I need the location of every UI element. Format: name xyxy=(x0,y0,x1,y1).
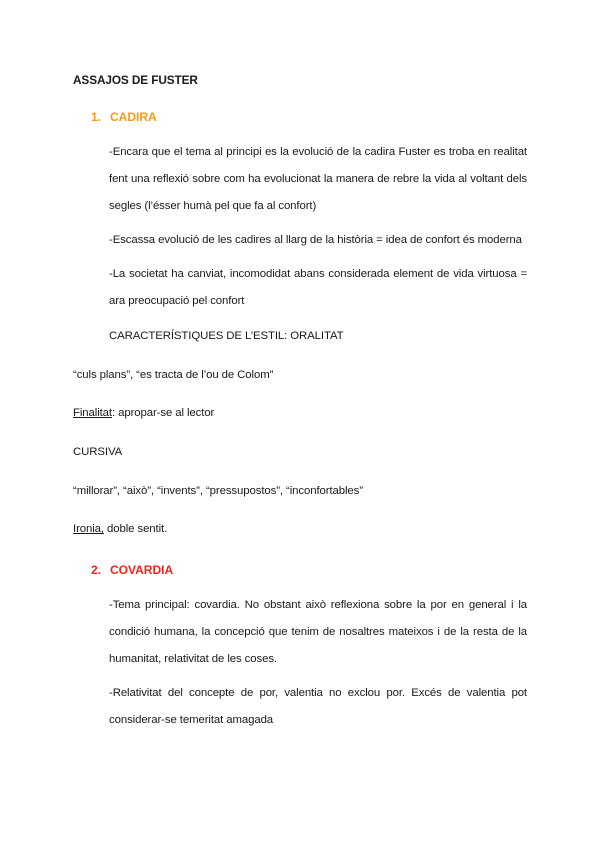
quotes-line-2: “millorar”, “això”, “invents”, “pressupostos”, “inconfortables” xyxy=(73,485,363,497)
finalitat-line xyxy=(73,407,214,419)
ironia-text: doble sentit. xyxy=(103,523,168,535)
ironia-line xyxy=(73,523,167,535)
paragraph-line: humanitat, relativitat de les coses. xyxy=(109,653,277,665)
quotes-line: “culs plans”, “es tracta de l’ou de Colom” xyxy=(73,369,274,381)
style-heading: CARACTERÍSTIQUES DE L’ESTIL: ORALITAT xyxy=(109,330,344,342)
paragraph-line: -Tema principal: covardia. No obstant això reflexiona sobre la por en general i la xyxy=(109,599,527,611)
document-title: ASSAJOS DE FUSTER xyxy=(73,73,198,87)
section-title: COVARDIA xyxy=(110,563,174,577)
ironia-label: Ironia, xyxy=(73,523,104,535)
paragraph-line: segles (l’ésser humà pel que fa al confort) xyxy=(109,200,317,212)
section-title: CADIRA xyxy=(110,110,157,124)
paragraph-line: considerar-se temeritat amagada xyxy=(109,714,274,726)
paragraph-line: -Relativitat del concepte de por, valentia no exclou por. Excés de valentia pot xyxy=(109,687,527,699)
section-heading-cadira xyxy=(91,110,157,124)
paragraph-line: -Escassa evolució de les cadires al llarg de la història = idea de confort és moderna xyxy=(109,234,522,246)
paragraph-line: -Encara que el tema al principi es la evolució de la cadira Fuster es troba en realitat xyxy=(109,146,527,158)
finalitat-label: Finalitat xyxy=(73,407,112,419)
paragraph-line: ara preocupació pel confort xyxy=(109,295,245,307)
cursiva-label: CURSIVA xyxy=(73,446,123,458)
paragraph-line: -La societat ha canviat, incomodidat abans considerada element de vida virtuosa = xyxy=(109,268,527,280)
section-heading-covardia xyxy=(91,563,173,577)
section-number: 2. xyxy=(91,563,102,577)
section-number: 1. xyxy=(91,110,102,124)
paragraph-line: condició humana, la concepció que tenim de nosaltres mateixos i de la resta de la xyxy=(109,626,527,638)
paragraph-line: fent una reflexió sobre com ha evolucionat la manera de rebre la vida al voltant dels xyxy=(109,173,527,185)
finalitat-text: : apropar-se al lector xyxy=(111,407,215,419)
